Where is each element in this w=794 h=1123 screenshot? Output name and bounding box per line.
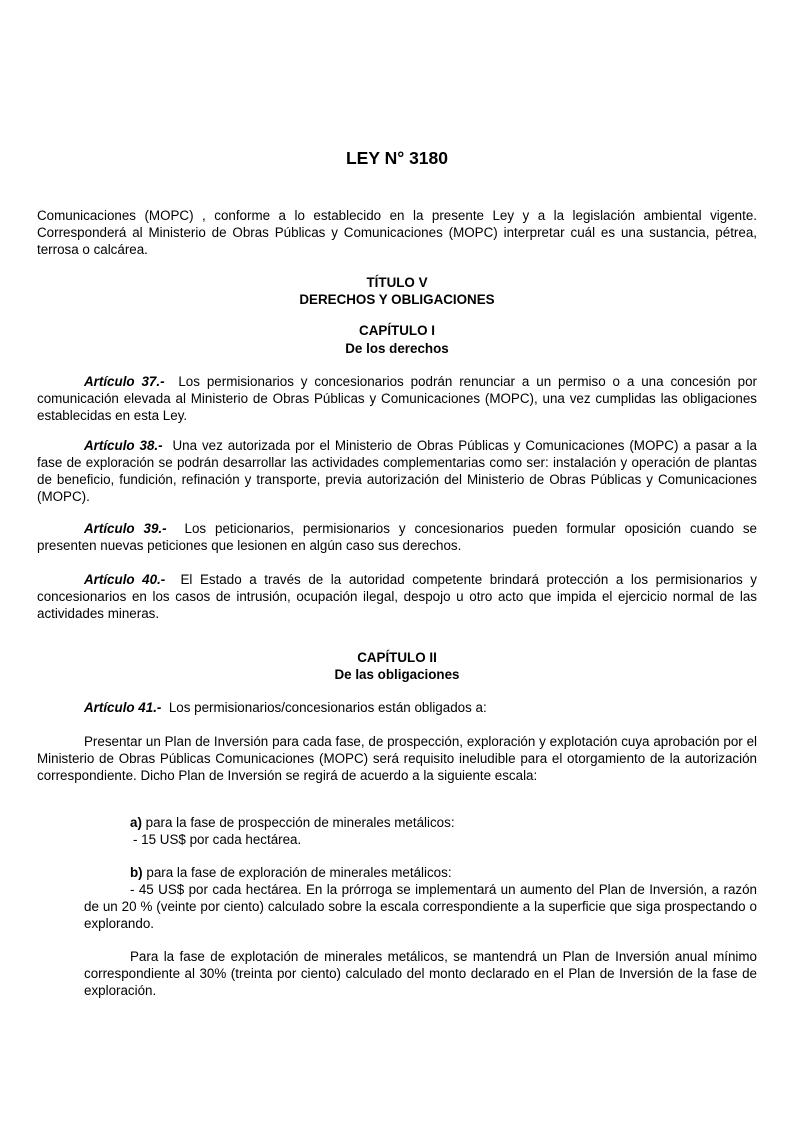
item-b-detail: - 45 US$ por cada hectárea. En la prórroga se implementará un aumento del Plan de Inversión, a razón de un 20 % (veinte por ciento) calculado sobre la escala correspondiente a la superficie que siga prospectando o explorando. xyxy=(84,882,757,931)
titulo-name: DERECHOS Y OBLIGACIONES xyxy=(299,292,495,307)
article-40-label: Artículo 40.- xyxy=(84,572,166,587)
titulo-number: TÍTULO V xyxy=(366,275,428,290)
chapter-2-number: CAPÍTULO II xyxy=(357,650,437,665)
chapter-1-name: De los derechos xyxy=(345,341,449,356)
chapter-1-number: CAPÍTULO I xyxy=(359,323,435,338)
article-39-label: Artículo 39.- xyxy=(84,521,167,536)
article-37 xyxy=(37,373,757,424)
chapter-2-name: De las obligaciones xyxy=(334,667,460,682)
article-39-text: Los peticionarios, permisionarios y concesionarios pueden formular oposición cuando se presenten nuevas peticiones que lesionen en algún caso sus derechos. xyxy=(37,521,757,553)
article-37-text: Los permisionarios y concesionarios podrán renunciar a un permiso o a una concesión por comunicación elevada al Ministerio de Obras Públicas y Comunicaciones (MOPC), una vez cumplidas las obligaciones establecidas en esta Ley. xyxy=(37,374,757,423)
law-title: LEY N° 3180 xyxy=(345,148,448,168)
item-a-detail: - 15 US$ por cada hectárea. xyxy=(133,832,302,847)
article-40 xyxy=(37,571,757,622)
article-37-label: Artículo 37.- xyxy=(84,374,165,389)
article-39 xyxy=(37,520,757,554)
investment-plan-paragraph: Presentar un Plan de Inversión para cada fase, de prospección, exploración y explotación cuya aprobación por el Ministerio de Obras Públicas Comunicaciones (MOPC) será requisito ineludible para el otorgamiento de la autorización correspondiente. Dicho Plan de Inversión se regirá de acuerdo a la siguiente escala: xyxy=(37,734,757,783)
article-41-text: Los permisionarios/concesionarios están obligados a: xyxy=(168,700,487,715)
article-38-text: Una vez autorizada por el Ministerio de Obras Públicas y Comunicaciones (MOPC) a pasar a la fase de exploración se podrán desarrollar las actividades complementarias como ser: instalación y operación de plantas de beneficio, fundición, refinación y transporte, previa autorización del Ministerio de Obras Públicas y Comunicaciones (MOPC). xyxy=(37,438,757,504)
exploitation-paragraph: Para la fase de explotación de minerales metálicos, se mantendrá un Plan de Inversión anual mínimo correspondiente al 30% (treinta por ciento) calculado del monto declarado en el Plan de Inversión de la fase de exploración. xyxy=(84,949,757,998)
item-b xyxy=(130,864,757,881)
item-a-text: para la fase de prospección de minerales metálicos: xyxy=(145,815,455,830)
article-41 xyxy=(37,699,757,716)
article-38-label: Artículo 38.- xyxy=(84,438,163,453)
article-38 xyxy=(37,437,757,505)
item-a-label: a) xyxy=(130,815,142,830)
intro-paragraph: Comunicaciones (MOPC) , conforme a lo establecido en la presente Ley y a la legislación ambiental vigente. Corresponderá al Ministerio de Obras Públicas y Comunicaciones (MOPC) interpretar cuál es una sustancia, pétrea, terrosa o calcárea. xyxy=(37,208,757,257)
article-40-text: El Estado a través de la autoridad competente brindará protección a los permisionarios y concesionarios en los casos de intrusión, ocupación ilegal, despojo u otro acto que impida el ejercicio normal de las actividades mineras. xyxy=(37,572,757,621)
article-41-label: Artículo 41.- xyxy=(84,700,162,715)
item-a xyxy=(130,814,757,831)
item-b-label: b) xyxy=(130,865,143,880)
item-b-text: para la fase de exploración de minerales metálicos: xyxy=(146,865,452,880)
